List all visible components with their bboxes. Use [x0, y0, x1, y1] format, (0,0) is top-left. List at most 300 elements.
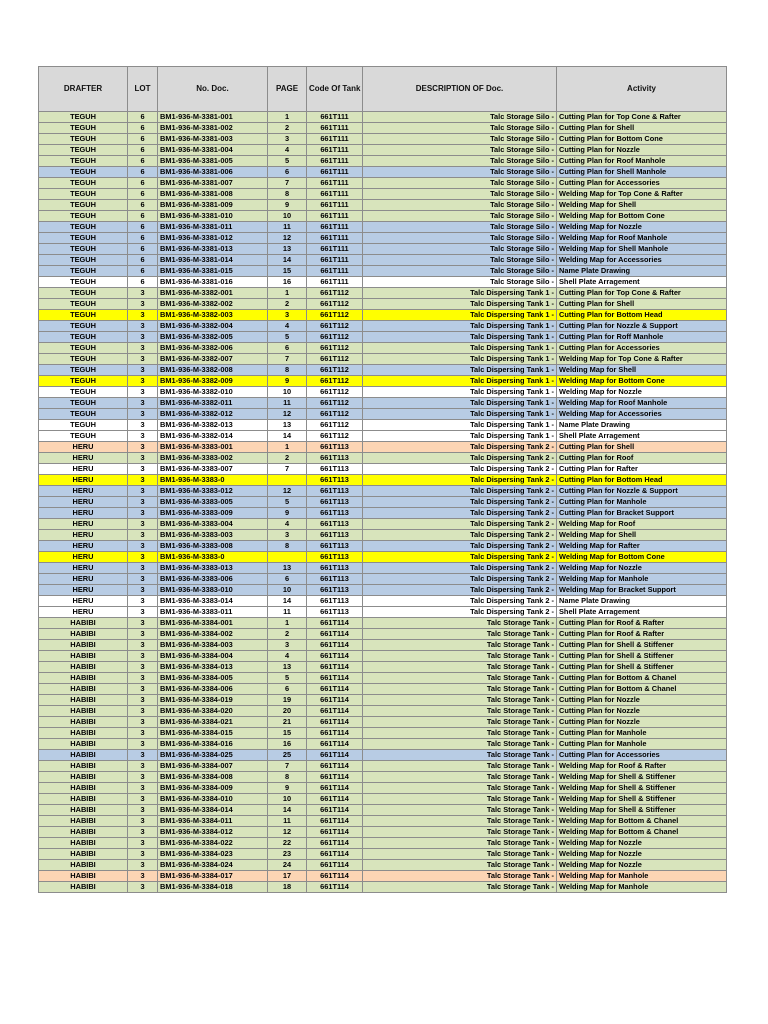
- cell-lot: 6: [128, 167, 158, 178]
- cell-page: 1: [268, 288, 307, 299]
- cell-drafter: TEGUH: [39, 387, 128, 398]
- table-row: [39, 607, 727, 618]
- cell-page: 24: [268, 860, 307, 871]
- cell-lot: 3: [128, 354, 158, 365]
- cell-code: 661T111: [307, 211, 363, 222]
- cell-doc: BM1-936-M-3384-003: [158, 640, 268, 651]
- cell-doc: BM1-936-M-3381-015: [158, 266, 268, 277]
- cell-desc: Talc Dispersing Tank 1 -: [363, 398, 557, 409]
- cell-lot: 3: [128, 706, 158, 717]
- table-row: [39, 662, 727, 673]
- cell-code: 661T113: [307, 574, 363, 585]
- cell-doc: BM1-936-M-3381-006: [158, 167, 268, 178]
- cell-drafter: TEGUH: [39, 222, 128, 233]
- cell-drafter: HERU: [39, 530, 128, 541]
- cell-lot: 3: [128, 728, 158, 739]
- cell-desc: Talc Dispersing Tank 2 -: [363, 607, 557, 618]
- cell-lot: 3: [128, 783, 158, 794]
- cell-doc: BM1-936-M-3382-010: [158, 387, 268, 398]
- cell-code: 661T111: [307, 200, 363, 211]
- cell-code: 661T111: [307, 266, 363, 277]
- cell-act: Cutting Plan for Nozzle: [557, 695, 727, 706]
- table-row: [39, 365, 727, 376]
- cell-desc: Talc Dispersing Tank 1 -: [363, 288, 557, 299]
- table-row: [39, 684, 727, 695]
- cell-lot: 6: [128, 277, 158, 288]
- cell-page: 4: [268, 321, 307, 332]
- cell-lot: 3: [128, 299, 158, 310]
- table-row: [39, 816, 727, 827]
- table-row: [39, 739, 727, 750]
- table-row: [39, 651, 727, 662]
- cell-doc: BM1-936-M-3384-005: [158, 673, 268, 684]
- cell-code: 661T114: [307, 816, 363, 827]
- cell-code: 661T113: [307, 464, 363, 475]
- cell-doc: BM1-936-M-3384-006: [158, 684, 268, 695]
- cell-lot: 3: [128, 508, 158, 519]
- table-row: [39, 464, 727, 475]
- cell-desc: Talc Dispersing Tank 2 -: [363, 519, 557, 530]
- table-row: [39, 640, 727, 651]
- cell-desc: Talc Dispersing Tank 2 -: [363, 497, 557, 508]
- cell-lot: 6: [128, 244, 158, 255]
- cell-act: Cutting Plan for Accessories: [557, 750, 727, 761]
- cell-drafter: HABIBI: [39, 739, 128, 750]
- cell-act: Shell Plate Arragement: [557, 607, 727, 618]
- cell-desc: Talc Dispersing Tank 2 -: [363, 541, 557, 552]
- cell-act: Cutting Plan for Roof: [557, 453, 727, 464]
- cell-doc: BM1-936-M-3382-008: [158, 365, 268, 376]
- cell-act: Welding Map for Roof: [557, 519, 727, 530]
- cell-doc: BM1-936-M-3381-008: [158, 189, 268, 200]
- cell-desc: Talc Storage Tank -: [363, 717, 557, 728]
- table-row: [39, 211, 727, 222]
- cell-code: 661T114: [307, 673, 363, 684]
- cell-desc: Talc Storage Tank -: [363, 750, 557, 761]
- cell-drafter: TEGUH: [39, 145, 128, 156]
- cell-lot: 6: [128, 112, 158, 123]
- cell-act: Cutting Plan for Shell & Stiffener: [557, 651, 727, 662]
- cell-act: Shell Plate Arragement: [557, 277, 727, 288]
- cell-lot: 3: [128, 376, 158, 387]
- cell-act: Welding Map for Nozzle: [557, 387, 727, 398]
- cell-page: 1: [268, 112, 307, 123]
- cell-act: Cutting Plan for Roof & Rafter: [557, 618, 727, 629]
- table-row: [39, 409, 727, 420]
- cell-lot: 3: [128, 387, 158, 398]
- cell-drafter: TEGUH: [39, 211, 128, 222]
- cell-doc: BM1-936-M-3384-025: [158, 750, 268, 761]
- cell-act: Welding Map for Bottom & Chanel: [557, 816, 727, 827]
- cell-desc: Talc Dispersing Tank 2 -: [363, 574, 557, 585]
- cell-drafter: TEGUH: [39, 233, 128, 244]
- header-activity: Activity: [557, 67, 727, 112]
- cell-lot: 3: [128, 871, 158, 882]
- cell-lot: 3: [128, 541, 158, 552]
- cell-doc: BM1-936-M-3381-016: [158, 277, 268, 288]
- table-row: [39, 453, 727, 464]
- cell-drafter: HERU: [39, 563, 128, 574]
- table-row: [39, 321, 727, 332]
- cell-doc: BM1-936-M-3381-010: [158, 211, 268, 222]
- cell-act: Welding Map for Roof Manhole: [557, 233, 727, 244]
- cell-doc: BM1-936-M-3384-010: [158, 794, 268, 805]
- table-row: [39, 541, 727, 552]
- cell-lot: 3: [128, 475, 158, 486]
- cell-page: 7: [268, 761, 307, 772]
- cell-drafter: HABIBI: [39, 695, 128, 706]
- cell-page: 2: [268, 123, 307, 134]
- cell-desc: Talc Dispersing Tank 2 -: [363, 585, 557, 596]
- cell-page: 14: [268, 255, 307, 266]
- cell-doc: BM1-936-M-3381-001: [158, 112, 268, 123]
- cell-lot: 6: [128, 178, 158, 189]
- cell-drafter: TEGUH: [39, 200, 128, 211]
- cell-page: 4: [268, 145, 307, 156]
- cell-code: 661T114: [307, 662, 363, 673]
- table-row: [39, 882, 727, 893]
- cell-page: 9: [268, 376, 307, 387]
- cell-drafter: HABIBI: [39, 717, 128, 728]
- table-row: [39, 442, 727, 453]
- cell-drafter: TEGUH: [39, 123, 128, 134]
- cell-drafter: HABIBI: [39, 882, 128, 893]
- table-row: [39, 871, 727, 882]
- cell-drafter: HERU: [39, 475, 128, 486]
- table-row: [39, 189, 727, 200]
- cell-lot: 3: [128, 453, 158, 464]
- table-row: [39, 519, 727, 530]
- cell-page: 15: [268, 728, 307, 739]
- cell-desc: Talc Storage Tank -: [363, 805, 557, 816]
- cell-act: Name Plate Drawing: [557, 266, 727, 277]
- cell-act: Cutting Plan for Top Cone & Rafter: [557, 288, 727, 299]
- cell-code: 661T114: [307, 860, 363, 871]
- table-row: [39, 222, 727, 233]
- cell-page: 3: [268, 640, 307, 651]
- cell-code: 661T114: [307, 849, 363, 860]
- cell-desc: Talc Dispersing Tank 1 -: [363, 376, 557, 387]
- cell-page: 14: [268, 805, 307, 816]
- cell-page: 12: [268, 827, 307, 838]
- cell-page: 17: [268, 871, 307, 882]
- cell-doc: BM1-936-M-3383-006: [158, 574, 268, 585]
- cell-page: 9: [268, 508, 307, 519]
- cell-drafter: TEGUH: [39, 431, 128, 442]
- cell-doc: BM1-936-M-3382-004: [158, 321, 268, 332]
- cell-code: 661T114: [307, 783, 363, 794]
- cell-code: 661T111: [307, 167, 363, 178]
- cell-drafter: TEGUH: [39, 244, 128, 255]
- cell-desc: Talc Storage Silo -: [363, 200, 557, 211]
- cell-page: 6: [268, 684, 307, 695]
- cell-drafter: TEGUH: [39, 189, 128, 200]
- cell-drafter: HABIBI: [39, 761, 128, 772]
- cell-doc: BM1-936-M-3384-022: [158, 838, 268, 849]
- cell-act: Welding Map for Shell & Stiffener: [557, 805, 727, 816]
- cell-page: 21: [268, 717, 307, 728]
- cell-drafter: HABIBI: [39, 684, 128, 695]
- cell-lot: 3: [128, 321, 158, 332]
- cell-page: 1: [268, 442, 307, 453]
- cell-page: 5: [268, 497, 307, 508]
- cell-act: Cutting Plan for Nozzle & Support: [557, 321, 727, 332]
- cell-code: 661T114: [307, 838, 363, 849]
- table-row: [39, 849, 727, 860]
- cell-drafter: HERU: [39, 607, 128, 618]
- cell-drafter: HABIBI: [39, 662, 128, 673]
- cell-doc: BM1-936-M-3382-012: [158, 409, 268, 420]
- cell-doc: BM1-936-M-3381-005: [158, 156, 268, 167]
- cell-page: 8: [268, 189, 307, 200]
- cell-page: 7: [268, 354, 307, 365]
- cell-desc: Talc Dispersing Tank 2 -: [363, 475, 557, 486]
- table-row: [39, 398, 727, 409]
- table-row: [39, 376, 727, 387]
- cell-act: Cutting Plan for Manhole: [557, 739, 727, 750]
- cell-code: 661T114: [307, 651, 363, 662]
- cell-lot: 3: [128, 794, 158, 805]
- cell-drafter: HABIBI: [39, 783, 128, 794]
- cell-desc: Talc Storage Tank -: [363, 695, 557, 706]
- cell-lot: 3: [128, 310, 158, 321]
- cell-lot: 3: [128, 761, 158, 772]
- cell-lot: 3: [128, 343, 158, 354]
- cell-doc: BM1-936-M-3381-003: [158, 134, 268, 145]
- cell-lot: 3: [128, 585, 158, 596]
- cell-lot: 3: [128, 365, 158, 376]
- cell-lot: 6: [128, 266, 158, 277]
- cell-page: 7: [268, 464, 307, 475]
- table-row: [39, 475, 727, 486]
- cell-code: 661T113: [307, 552, 363, 563]
- cell-code: 661T111: [307, 189, 363, 200]
- cell-drafter: HERU: [39, 596, 128, 607]
- cell-code: 661T113: [307, 475, 363, 486]
- cell-lot: 3: [128, 574, 158, 585]
- cell-doc: BM1-936-M-3384-004: [158, 651, 268, 662]
- header-code: Code Of Tank: [307, 67, 363, 112]
- cell-desc: Talc Dispersing Tank 2 -: [363, 530, 557, 541]
- cell-doc: BM1-936-M-3382-013: [158, 420, 268, 431]
- cell-doc: BM1-936-M-3384-019: [158, 695, 268, 706]
- cell-page: 20: [268, 706, 307, 717]
- cell-lot: 3: [128, 849, 158, 860]
- cell-page: 1: [268, 618, 307, 629]
- cell-desc: Talc Storage Tank -: [363, 882, 557, 893]
- cell-page: 8: [268, 541, 307, 552]
- cell-lot: 3: [128, 684, 158, 695]
- cell-doc: BM1-936-M-3382-014: [158, 431, 268, 442]
- cell-lot: 6: [128, 255, 158, 266]
- cell-drafter: HABIBI: [39, 750, 128, 761]
- cell-drafter: TEGUH: [39, 288, 128, 299]
- cell-drafter: TEGUH: [39, 398, 128, 409]
- cell-page: 6: [268, 574, 307, 585]
- cell-page: 9: [268, 200, 307, 211]
- cell-drafter: TEGUH: [39, 343, 128, 354]
- table-row: [39, 585, 727, 596]
- cell-act: Cutting Plan for Nozzle: [557, 145, 727, 156]
- cell-desc: Talc Storage Tank -: [363, 761, 557, 772]
- cell-act: Welding Map for Roof Manhole: [557, 398, 727, 409]
- header-row: [39, 67, 727, 112]
- cell-lot: 3: [128, 750, 158, 761]
- cell-code: 661T114: [307, 739, 363, 750]
- cell-act: Welding Map for Nozzle: [557, 849, 727, 860]
- cell-code: 661T111: [307, 255, 363, 266]
- cell-desc: Talc Storage Silo -: [363, 156, 557, 167]
- cell-page: 23: [268, 849, 307, 860]
- cell-doc: BM1-936-M-3383-003: [158, 530, 268, 541]
- table-row: [39, 167, 727, 178]
- table-row: [39, 420, 727, 431]
- cell-code: 661T114: [307, 827, 363, 838]
- cell-page: 10: [268, 387, 307, 398]
- cell-code: 661T114: [307, 684, 363, 695]
- cell-desc: Talc Storage Tank -: [363, 662, 557, 673]
- table-row: [39, 530, 727, 541]
- cell-doc: BM1-936-M-3383-001: [158, 442, 268, 453]
- cell-drafter: HABIBI: [39, 871, 128, 882]
- cell-drafter: HERU: [39, 585, 128, 596]
- cell-desc: Talc Storage Tank -: [363, 772, 557, 783]
- cell-act: Welding Map for Roof & Rafter: [557, 761, 727, 772]
- cell-act: Welding Map for Nozzle: [557, 563, 727, 574]
- table-row: [39, 706, 727, 717]
- cell-act: Welding Map for Nozzle: [557, 860, 727, 871]
- cell-drafter: HERU: [39, 486, 128, 497]
- cell-desc: Talc Dispersing Tank 1 -: [363, 332, 557, 343]
- cell-drafter: TEGUH: [39, 178, 128, 189]
- table-row: [39, 145, 727, 156]
- table-row: [39, 277, 727, 288]
- cell-drafter: HERU: [39, 464, 128, 475]
- cell-act: Cutting Plan for Bottom Head: [557, 310, 727, 321]
- cell-page: 14: [268, 596, 307, 607]
- cell-drafter: TEGUH: [39, 266, 128, 277]
- cell-desc: Talc Storage Tank -: [363, 871, 557, 882]
- cell-code: 661T113: [307, 585, 363, 596]
- cell-page: [268, 552, 307, 563]
- cell-doc: BM1-936-M-3384-020: [158, 706, 268, 717]
- cell-page: 12: [268, 233, 307, 244]
- cell-desc: Talc Storage Tank -: [363, 629, 557, 640]
- cell-page: 11: [268, 398, 307, 409]
- cell-lot: 3: [128, 772, 158, 783]
- cell-desc: Talc Storage Silo -: [363, 277, 557, 288]
- cell-code: 661T111: [307, 112, 363, 123]
- cell-page: 14: [268, 431, 307, 442]
- cell-lot: 3: [128, 629, 158, 640]
- cell-doc: BM1-936-M-3383-012: [158, 486, 268, 497]
- cell-code: 661T113: [307, 530, 363, 541]
- cell-doc: BM1-936-M-3384-001: [158, 618, 268, 629]
- cell-lot: 6: [128, 200, 158, 211]
- cell-doc: BM1-936-M-3384-011: [158, 816, 268, 827]
- cell-code: 661T113: [307, 519, 363, 530]
- cell-desc: Talc Dispersing Tank 2 -: [363, 552, 557, 563]
- table-row: [39, 343, 727, 354]
- cell-desc: Talc Dispersing Tank 1 -: [363, 387, 557, 398]
- cell-desc: Talc Storage Tank -: [363, 728, 557, 739]
- cell-desc: Talc Dispersing Tank 2 -: [363, 596, 557, 607]
- cell-desc: Talc Storage Tank -: [363, 706, 557, 717]
- cell-act: Cutting Plan for Shell & Stiffener: [557, 662, 727, 673]
- cell-lot: 3: [128, 882, 158, 893]
- cell-lot: 3: [128, 739, 158, 750]
- cell-code: 661T112: [307, 431, 363, 442]
- cell-drafter: TEGUH: [39, 134, 128, 145]
- cell-code: 661T114: [307, 794, 363, 805]
- cell-doc: BM1-936-M-3381-013: [158, 244, 268, 255]
- cell-lot: 3: [128, 398, 158, 409]
- cell-code: 661T114: [307, 871, 363, 882]
- cell-desc: Talc Storage Tank -: [363, 640, 557, 651]
- cell-doc: BM1-936-M-3381-009: [158, 200, 268, 211]
- table-row: [39, 860, 727, 871]
- cell-code: 661T114: [307, 717, 363, 728]
- cell-lot: 3: [128, 288, 158, 299]
- cell-act: Cutting Plan for Bottom & Chanel: [557, 673, 727, 684]
- cell-drafter: TEGUH: [39, 409, 128, 420]
- cell-doc: BM1-936-M-3384-008: [158, 772, 268, 783]
- cell-code: 661T113: [307, 541, 363, 552]
- cell-drafter: HERU: [39, 508, 128, 519]
- cell-code: 661T114: [307, 882, 363, 893]
- cell-desc: Talc Dispersing Tank 1 -: [363, 310, 557, 321]
- cell-lot: 3: [128, 332, 158, 343]
- cell-code: 661T114: [307, 640, 363, 651]
- table-row: [39, 266, 727, 277]
- cell-act: Welding Map for Bottom Cone: [557, 376, 727, 387]
- cell-drafter: HABIBI: [39, 772, 128, 783]
- cell-desc: Talc Storage Silo -: [363, 145, 557, 156]
- cell-page: 8: [268, 772, 307, 783]
- cell-doc: BM1-936-M-3382-009: [158, 376, 268, 387]
- cell-act: Cutting Plan for Shell: [557, 442, 727, 453]
- cell-page: 4: [268, 519, 307, 530]
- table-row: [39, 112, 727, 123]
- cell-act: Cutting Plan for Nozzle & Support: [557, 486, 727, 497]
- cell-doc: BM1-936-M-3384-007: [158, 761, 268, 772]
- cell-lot: 6: [128, 211, 158, 222]
- cell-code: 661T111: [307, 156, 363, 167]
- table-row: [39, 156, 727, 167]
- cell-lot: 3: [128, 717, 158, 728]
- cell-act: Welding Map for Bracket Support: [557, 585, 727, 596]
- cell-act: Cutting Plan for Bottom Head: [557, 475, 727, 486]
- cell-lot: 6: [128, 222, 158, 233]
- cell-page: 5: [268, 673, 307, 684]
- cell-page: 6: [268, 167, 307, 178]
- cell-doc: BM1-936-M-3382-007: [158, 354, 268, 365]
- cell-doc: BM1-936-M-3381-007: [158, 178, 268, 189]
- cell-page: 2: [268, 453, 307, 464]
- cell-drafter: HABIBI: [39, 838, 128, 849]
- cell-lot: 3: [128, 464, 158, 475]
- cell-drafter: HABIBI: [39, 728, 128, 739]
- cell-code: 661T112: [307, 398, 363, 409]
- cell-code: 661T114: [307, 772, 363, 783]
- cell-doc: BM1-936-M-3384-024: [158, 860, 268, 871]
- cell-desc: Talc Storage Tank -: [363, 816, 557, 827]
- cell-drafter: TEGUH: [39, 420, 128, 431]
- cell-act: Welding Map for Shell & Stiffener: [557, 794, 727, 805]
- cell-doc: BM1-936-M-3383-014: [158, 596, 268, 607]
- cell-desc: Talc Storage Tank -: [363, 849, 557, 860]
- cell-doc: BM1-936-M-3383-010: [158, 585, 268, 596]
